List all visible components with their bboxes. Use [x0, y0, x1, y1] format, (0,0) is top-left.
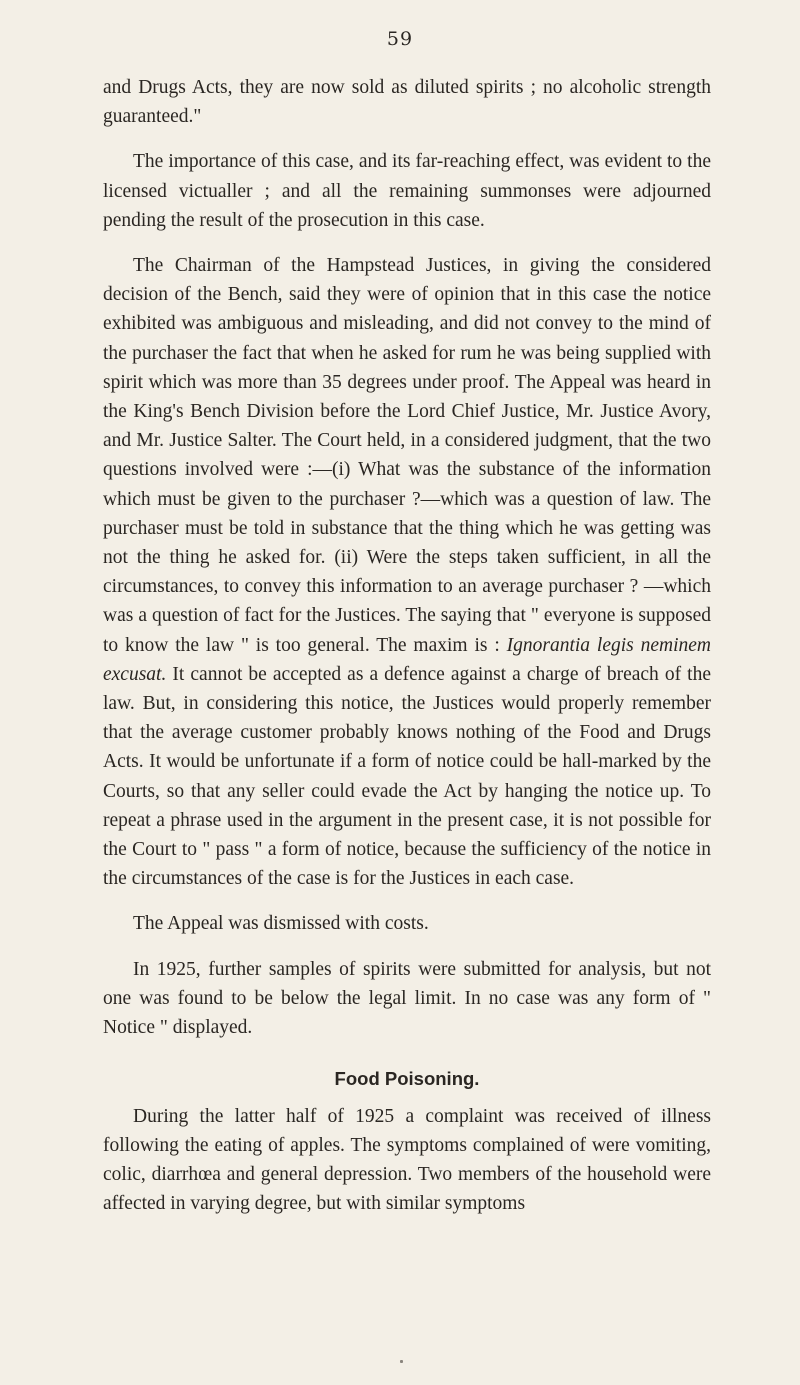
- paragraph-chairman-decision: [103, 251, 711, 893]
- paragraph-continued: and Drugs Acts, they are now sold as diluted spirits ; no alcoholic strength guaranteed.": [103, 77, 711, 128]
- latin-maxim: Ignorantia legis neminem excusat.: [103, 634, 711, 685]
- paragraph-importance: The importance of this case, and its far-reaching effect, was evident to the licensed victualler ; and all the remaining summonses were adjourned pending the result of the prosecution in this case.: [103, 151, 711, 231]
- paragraph-further-samples: In 1925, further samples of spirits were submitted for analysis, but not one was found to be below the legal limit. In no case was any form of " Notice " displayed.: [103, 958, 711, 1039]
- page-number: 59: [386, 28, 414, 50]
- print-speck: [400, 1360, 403, 1363]
- body-text: [103, 73, 711, 1234]
- section-heading: Food Poisoning.: [334, 1068, 480, 1090]
- paragraph-food-poisoning: During the latter half of 1925 a complaint was received of illness following the eating of apples. The symptoms complained of were vomiting, colic, diarrhœa and general depression. Two members of the household were affected in varying degree, but with similar symptoms: [103, 1105, 711, 1215]
- paragraph-appeal-dismissed: The Appeal was dismissed with costs.: [133, 913, 429, 935]
- paragraph-text-before-maxim: The Chairman of the Hampstead Justices, in giving the considered decision of the Bench, said they were of opinion that in this case the notice exhibited was ambiguous and misleading, and did not convey to the mind of the purchaser the fact that when he asked for rum he was being supplied with spirit which was more than 35 degrees under proof. The Appeal was heard in the King's Bench Division before the Lord Chief Justice, Mr. Justice Avory, and Mr. Justice Salter. The Court held, in a considered judgment, that the two questions involved were :—(i) What was the substance of the information which must be given to the purchaser ?—which was a question of law. The purchaser must be told in substance that the thing which he was getting was not the thing he asked for. (ii) Were the steps taken sufficient, in all the circumstances, to convey this information to an average purchaser ? —which was a question of fact for the Justices. The saying that " everyone is supposed to know the law " is too general. The maxim is :: [103, 255, 711, 656]
- paragraph-text-after-maxim: It cannot be accepted as a defence against a charge of breach of the law. But, in considering this notice, the Justices would properly remember that the average customer probably knows nothing of the Food and Drugs Acts. It would be unfortunate if a form of notice could be hall-marked by the Courts, so that any seller could evade the Act by hanging the notice up. To repeat a phrase used in the argument in the present case, it is not possible for the Court to " pass " a form of notice, because the sufficiency of the notice in the circumstances of the case is for the Justices in each case.: [103, 663, 711, 890]
